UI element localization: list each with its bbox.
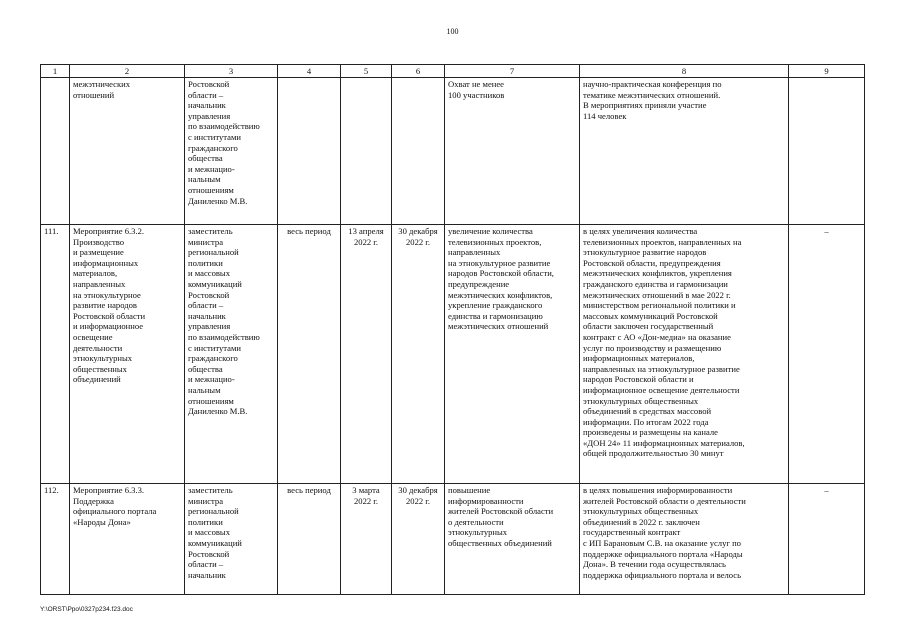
table-header-row	[41, 65, 865, 78]
actual-result-cell: в целях увеличения количества телевизионных проектов, направленных на этнокультурное развитие народов Ростовской области, предупреждения межэтнических конфликтов, укрепления гражданского единства и гармонизации межэтнических отношений в мае 2022 г. министерством региональной политики и массовых коммуникаций Ростовской области заключен государственный контракт с АО «Дон-медиа» на оказание услуг по производству и размещению информационных материалов, направленных на этнокультурное развитие народов Ростовской области и информационное освещение деятельности этнокультурных общественных объединений в средствах массовой информации. По итогам 2022 года произведены и размещены на канале «ДОН 24» 11 информационных материалов, общей продолжительностью 30 минут	[580, 225, 789, 484]
period-cell: весь период	[278, 225, 341, 484]
column-number: 7	[445, 65, 580, 78]
column-number: 1	[41, 65, 70, 78]
responsible-person-cell: Ростовской области – начальник управления по взаимодействию с институтами гражданского общества и межнацио- нальным отношениям Даниленко М.В.	[185, 78, 278, 225]
start-date-cell	[341, 78, 392, 225]
end-date-cell: 30 декабря 2022 г.	[392, 225, 445, 484]
actual-result-cell: в целях повышения информированности жителей Ростовской области о деятельности этнокультурных общественных объединений в 2022 г. заключен государственный контракт с ИП Барановым С.В. на оказание услуг по поддержке официального портала «Народы Дона». В течении года осуществлялась поддержка официального портала и велось	[580, 484, 789, 595]
end-date-cell	[392, 78, 445, 225]
notes-cell	[789, 78, 865, 225]
actual-result-cell: научно-практическая конференция по тематике межэтнических отношений. В мероприятиях приняли участие 114 человек	[580, 78, 789, 225]
responsible-person-cell: заместитель министра региональной политики и массовых коммуникаций Ростовской области – начальник управления по взаимодействию с институтами гражданского общества и межнацио- нальным отношениям Даниленко М.В.	[185, 225, 278, 484]
activity-name-cell: межэтнических отношений	[70, 78, 185, 225]
responsible-person-cell: заместитель министра региональной политики и массовых коммуникаций Ростовской области – начальник	[185, 484, 278, 595]
column-number: 4	[278, 65, 341, 78]
row-number-cell: 112.	[41, 484, 70, 595]
activity-name-cell: Мероприятие 6.3.2. Производство и размещение информационных материалов, направленных на этнокультурное развитие народов Ростовской области и информационное освещение деятельности этнокультурных общественных объединений	[70, 225, 185, 484]
end-date-cell: 30 декабря 2022 г.	[392, 484, 445, 595]
table-row	[41, 225, 865, 484]
expected-result-cell: увеличение количества телевизионных проектов, направленных на этнокультурное развитие народов Ростовской области, предупреждение межэтнических конфликтов, укрепление гражданского единства и гармонизацию межэтнических отношений	[445, 225, 580, 484]
column-number: 6	[392, 65, 445, 78]
row-number-cell	[41, 78, 70, 225]
row-number-cell: 111.	[41, 225, 70, 484]
start-date-cell: 3 марта 2022 г.	[341, 484, 392, 595]
table-row	[41, 78, 865, 225]
file-path-footer: Y:\ORST\Ppo\0327p234.f23.doc	[40, 606, 133, 613]
expected-result-cell: повышение информированности жителей Ростовской области о деятельности этнокультурных общественных объединений	[445, 484, 580, 595]
column-number: 8	[580, 65, 789, 78]
column-number: 5	[341, 65, 392, 78]
notes-cell: –	[789, 225, 865, 484]
column-number: 9	[789, 65, 865, 78]
period-cell: весь период	[278, 484, 341, 595]
report-table	[40, 64, 865, 595]
activity-name-cell: Мероприятие 6.3.3. Поддержка официального портала «Народы Дона»	[70, 484, 185, 595]
notes-cell: –	[789, 484, 865, 595]
start-date-cell: 13 апреля 2022 г.	[341, 225, 392, 484]
page-number: 100	[446, 27, 459, 36]
period-cell	[278, 78, 341, 225]
column-number: 2	[70, 65, 185, 78]
column-number: 3	[185, 65, 278, 78]
table-row	[41, 484, 865, 595]
expected-result-cell: Охват не менее 100 участников	[445, 78, 580, 225]
